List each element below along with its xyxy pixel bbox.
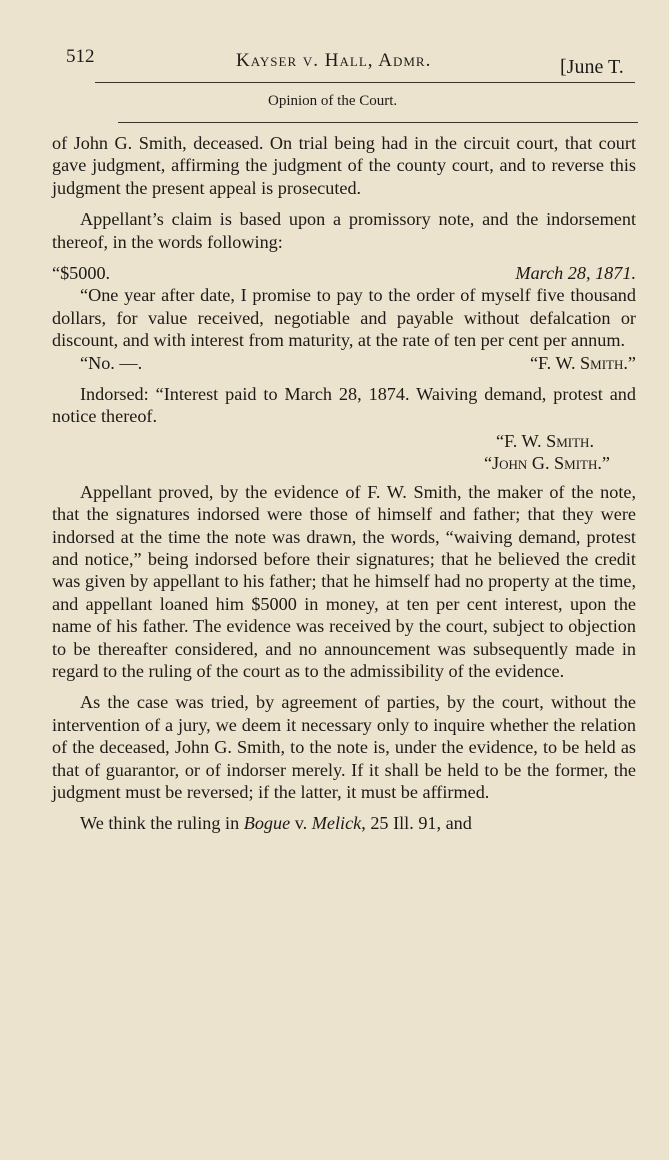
page-number: 512 [66,46,95,67]
case-name-melick: Melick [311,813,362,834]
running-date: [June T. [560,56,624,78]
paragraph-2: Appellant’s claim is based upon a promissory note, and the indorsement thereof, in the words following: [52,209,636,252]
note-number: “No. —. [80,352,143,373]
indorsement: Indorsed: “Interest paid to March 28, 1874. Waiving demand, protest and notice thereof. [52,384,636,427]
para5-start: We think the ruling in [80,813,240,834]
paragraph-1: of John G. Smith, deceased. On trial being had in the circuit court, that court gave judgment, affirming the judgment of the county court, and to reverse this judgment the present appeal is prosecuted. [52,133,636,198]
case-name-bogue: Bogue [243,813,291,834]
note-body: “One year after date, I promise to pay to the order of myself five thousand dollars, for value received, negotiable and payable without defalcation or discount, and with interest from maturity, at the rate of ten per cent per annum. [52,285,636,351]
note-date: March 28, 1871. [515,263,636,284]
para5-end: , 25 Ill. 91, and [361,813,472,834]
page-header [0,0,669,130]
running-title: Kayser v. Hall, Admr. [236,50,432,71]
indorsement-signature-1: “F. W. Smith. [496,430,594,451]
indorsement-signature-2: “John G. Smith.” [483,453,610,474]
note-footer-row [52,352,636,374]
paragraph-3: Appellant proved, by the evidence of F. W. Smith, the maker of the note, that the signatures indorsed were those of himself and father; that they were indorsed at the time the note was drawn, the words, “waiving demand, protest and notice,” being indorsed before their signatures; that he believed the credit was given by appellant to his father; that he himself had no property at the time, and appellant loaned him $5000 in money, at ten per cent interest, upon the name of his father. The evidence was received by the court, subject to objection to be thereafter considered, and no announcement was subsequently made in regard to the ruling of the court as to the admissibility of the evidence. [52,481,636,681]
paragraph-4: As the case was tried, by agreement of parties, by the court, without the intervention of a jury, we deem it necessary only to inquire whether the relation of the deceased, John G. Smith, to the note is, under the evidence, to be held as that of guarantor, or of indorser merely. If it shall be held to be the former, the judgment must be reversed; if the latter, it must be affirmed. [52,692,636,802]
note-amount: “$5000. [52,263,111,284]
section-label: Opinion of the Court. [268,93,398,109]
case-versus: v. [290,813,312,834]
header-rule-top [95,82,635,83]
note-header-row [52,262,636,284]
opinion-text [52,132,636,844]
note-signer: “F. W. Smith.” [529,352,636,373]
paragraph-5 [52,812,636,834]
header-rule-bottom [118,122,638,123]
